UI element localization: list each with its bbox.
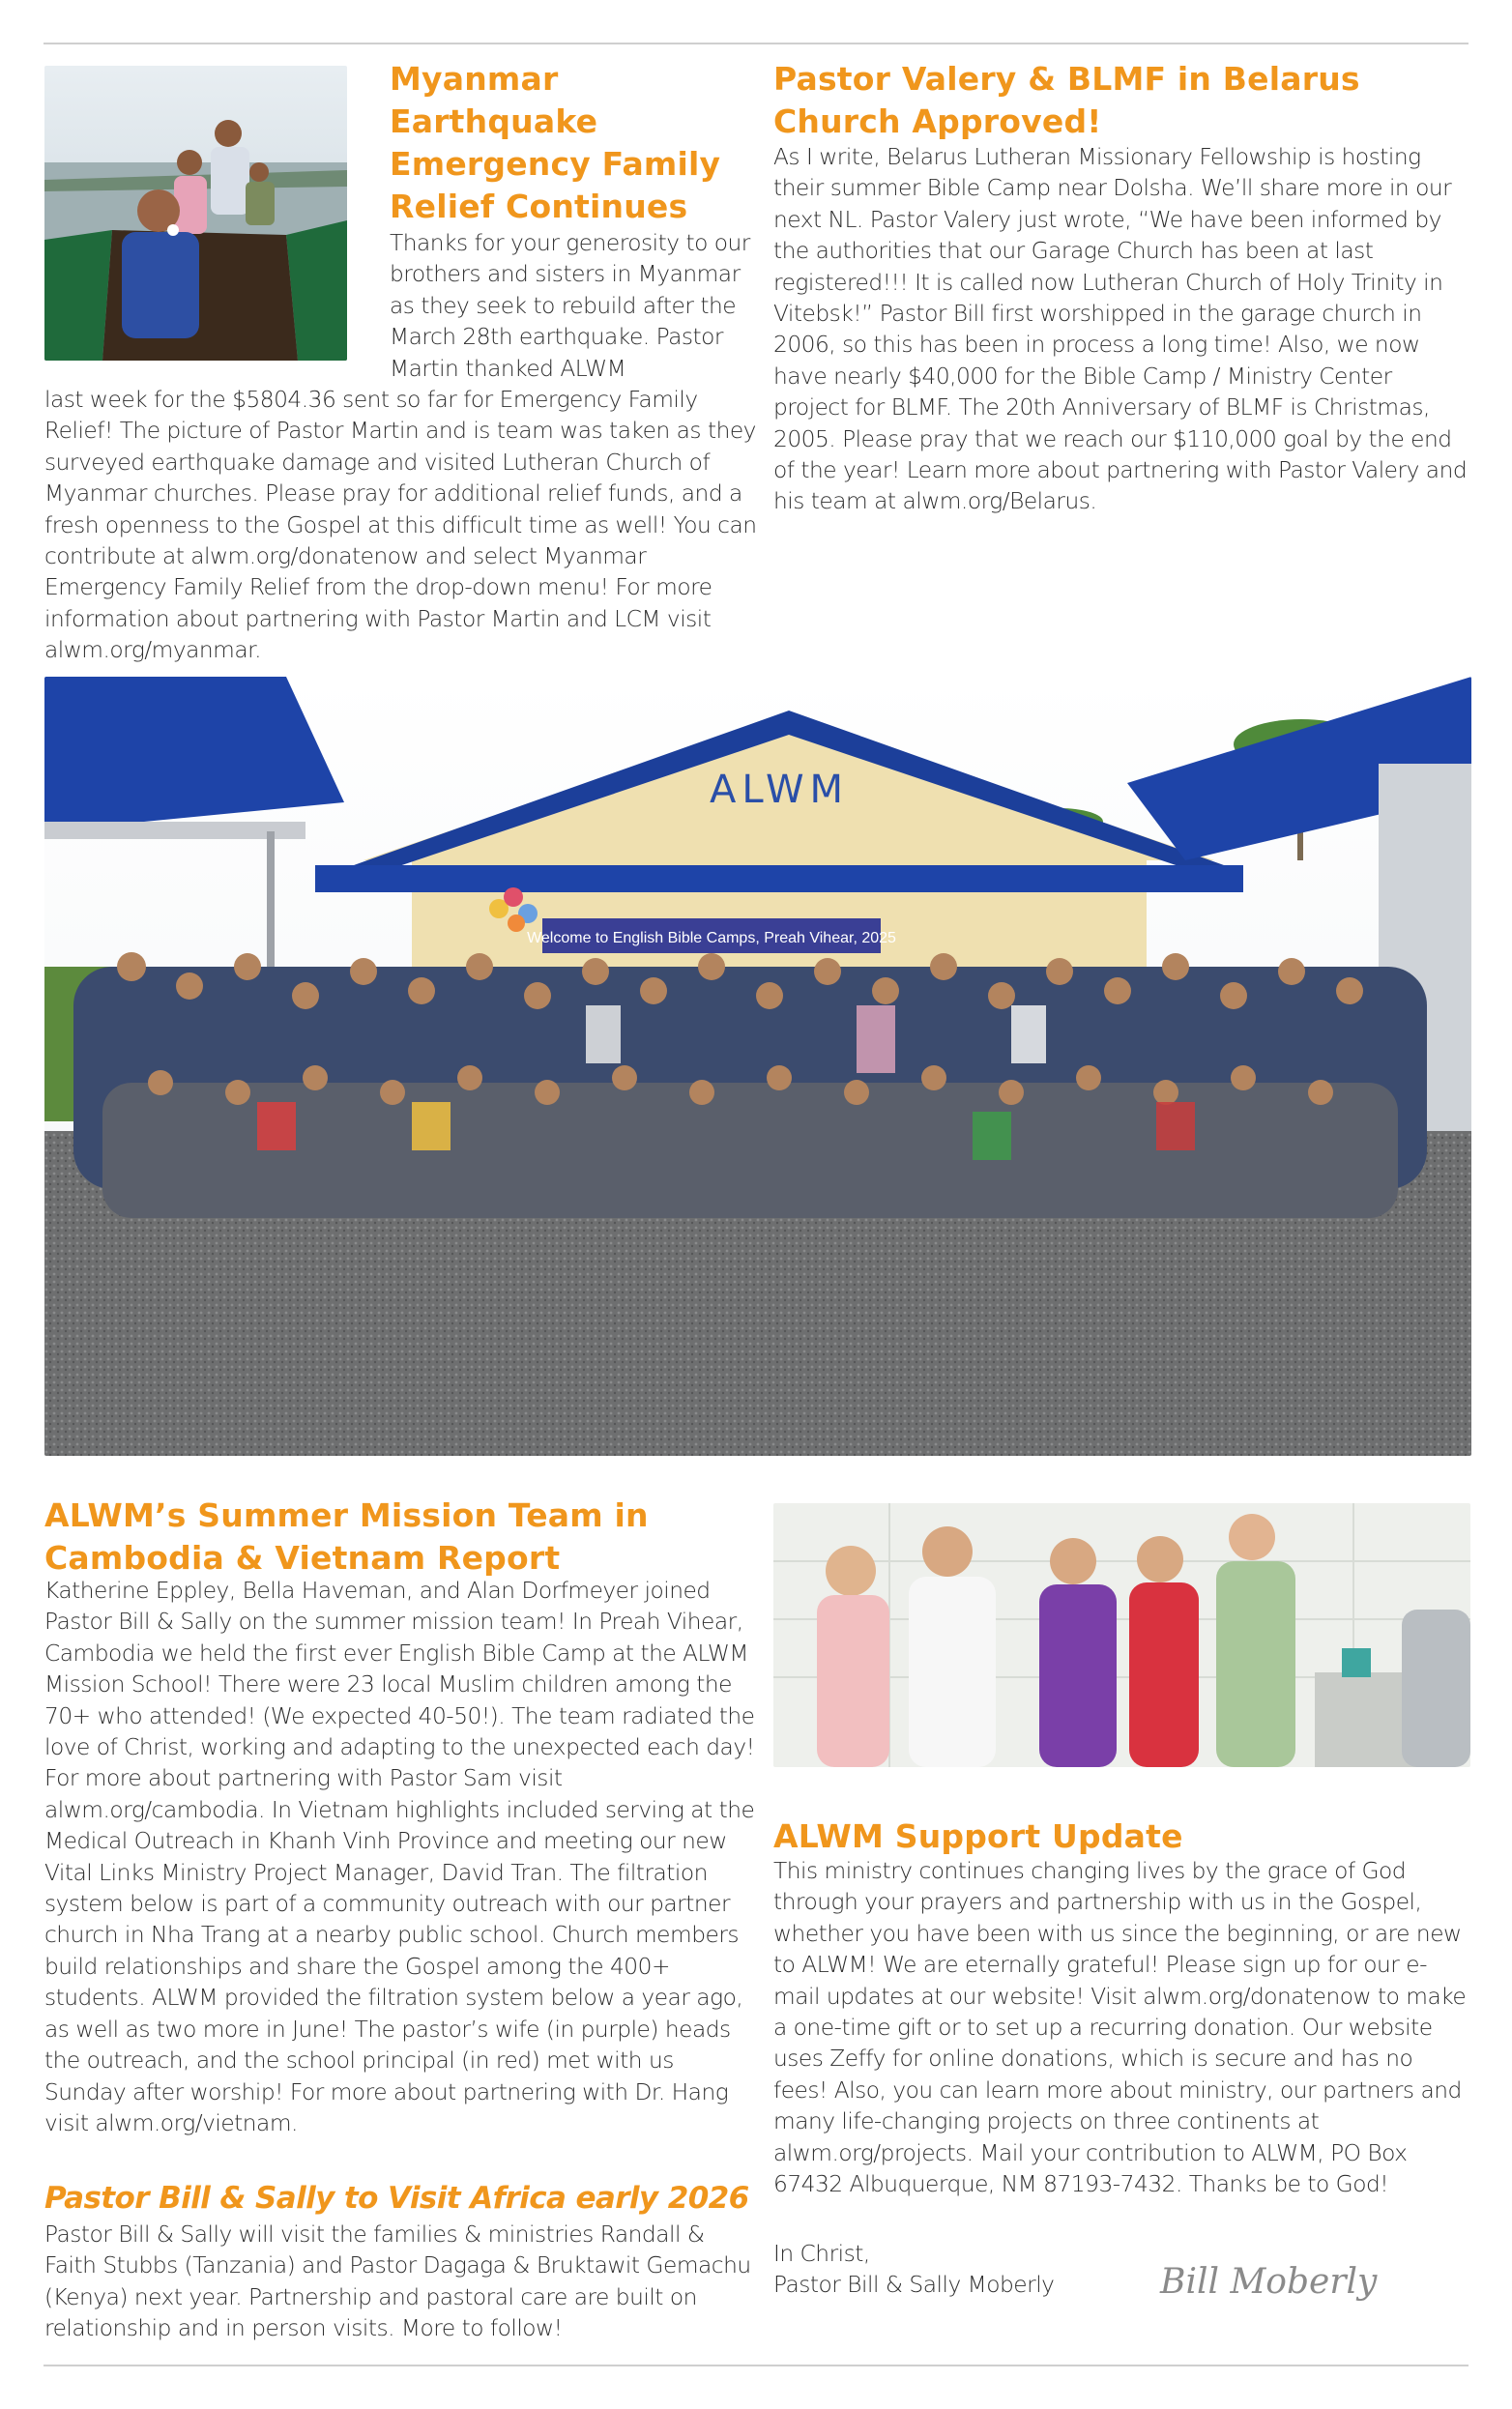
- sign-off: [773, 2239, 1160, 2302]
- top-rule: [44, 43, 1468, 44]
- summer-report-title: ALWM’s Summer Mission Team in Cambodia & Vietnam Report: [44, 1496, 649, 1577]
- belarus-article-title: Pastor Valery & BLMF in Belarus Church Approved!: [773, 60, 1360, 140]
- building-sign-text: ALWM: [709, 768, 850, 812]
- support-update-title: ALWM Support Update: [773, 1817, 1183, 1855]
- camp-banner-text: Welcome to English Bible Camps, Preah Vihear, 2025: [527, 930, 896, 946]
- africa-visit-title: Pastor Bill & Sally to Visit Africa early 2026: [44, 2181, 749, 2216]
- myanmar-article-title: Myanmar Earthquake Emergency Family Relief Continues: [390, 60, 721, 225]
- vietnam-team-photo: [773, 1503, 1470, 1767]
- africa-visit-text: Pastor Bill & Sally will visit the families & ministries Randall & Faith Stubbs (Tanzania) and Pastor Dagaga & Bruktawit Gemachu (Kenya) next year. Partnership and pastoral care are built on relationship and in person visits. More to follow!: [44, 2221, 751, 2342]
- bottom-rule: [44, 2365, 1468, 2366]
- myanmar-article-text-intro: Thanks for your generosity to our brothers and sisters in Myanmar as they seek to rebuild after the March 28th earthquake. Pastor Martin thanked ALWM: [390, 230, 750, 382]
- signer-names: Pastor Bill & Sally Moberly: [773, 2272, 1055, 2299]
- signature-text: Bill Moberly: [1160, 2262, 1378, 2302]
- support-update-text: This ministry continues changing lives by the grace of God through your prayers and partnership with us in the Gospel, whether you have been with us since the beginning, or are new to ALWM! We are eternally grateful! Please sign up for our e-mail updates at our website! Visit alwm.org/donatenow to make a one-time gift or to set up a recurring donation. Our website uses Zeffy for online donations, which is secure and has no fees! Also, you can learn more about ministry, our partners and many life-changing projects on three continents at alwm.org/projects. Mail your contribution to ALWM, PO Box 67432 Albuquerque, NM 87193-7432. Thanks be to God!: [773, 1858, 1467, 2198]
- handwritten-signature: [1150, 2252, 1382, 2316]
- myanmar-boat-photo: [44, 66, 347, 361]
- closing-line: In Christ,: [773, 2241, 870, 2267]
- summer-report-text: Katherine Eppley, Bella Haveman, and Alan Dorfmeyer joined Pastor Bill & Sally on the summer mission team! In Preah Vihear, Cambodia we held the first ever English Bible Camp at the ALWM Mission School! There were 23 local Muslim children among the 70+ who attended! (We expected 40-50!). The team radiated the love of Christ, working and adapting to the unexpected each day! For more about partnering with Pastor Sam visit alwm.org/cambodia. In Vietnam highlights included serving at the Medical Outreach in Khanh Vinh Province and meeting our new Vital Links Ministry Project Manager, David Tran. The filtration system below is part of a community outreach with our partner church in Nha Trang at a nearby public school. Church members build relationships and share the Gospel among the 400+ students. ALWM provided the filtration system below a year ago, as well as two more in June! The pastor’s wife (in purple) heads the outreach, and the school principal (in red) met with us Sunday after worship! For more about partnering with Dr. Hang visit alwm.org/vietnam.: [44, 1578, 755, 2136]
- belarus-article-text: As I write, Belarus Lutheran Missionary Fellowship is hosting their summer Bible Camp near Dolsha. We’ll share more in our next NL. Pastor Valery just wrote, “We have been informed by the authorities that our Garage Church has been at last registered!!! It is called now Lutheran Church of Holy Trinity in Vitebsk!” Pastor Bill first worshipped in the garage church in 2006, so this has been in process a long time! Also, we now have nearly $40,000 for the Bible Camp / Ministry Center project for BLMF. The 20th Anniversary of BLMF is Christmas, 2005. Please pray that we reach our $110,000 goal by the end of the year! Learn more about partnering with Pastor Valery and his team at alwm.org/Belarus.: [773, 144, 1468, 515]
- myanmar-article-text-continued: last week for the $5804.36 sent so far for Emergency Family Relief! The picture of Pastor Martin and is team was taken as they surveyed earthquake damage and visited Lutheran Church of Myanmar churches. Please pray for additional relief funds, and a fresh openness to the Gospel at this difficult time as well! You can contribute at alwm.org/donatenow and select Myanmar Emergency Family Relief from the drop-down menu! For more information about partnering with Pastor Martin and LCM visit alwm.org/myanmar.: [44, 387, 757, 664]
- bible-camp-group-photo: [44, 677, 1471, 1456]
